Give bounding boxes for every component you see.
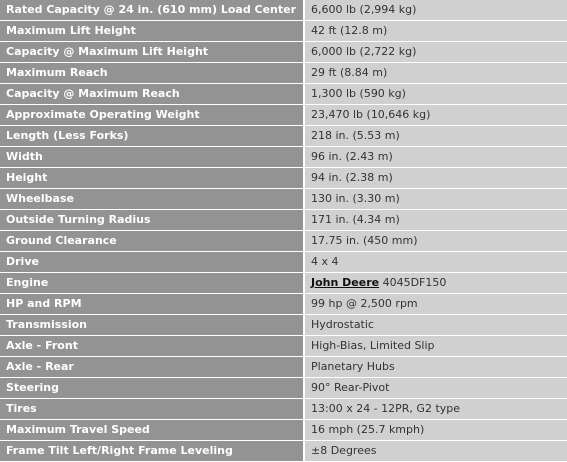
table-row	[0, 294, 567, 315]
table-row	[0, 231, 567, 252]
spec-label: Axle - Front	[0, 336, 304, 357]
spec-value: 171 in. (4.34 m)	[304, 210, 567, 231]
table-row	[0, 126, 567, 147]
spec-value: 1,300 lb (590 kg)	[304, 84, 567, 105]
table-row	[0, 210, 567, 231]
spec-label: Drive	[0, 252, 304, 273]
spec-value: 6,600 lb (2,994 kg)	[304, 0, 567, 21]
table-row	[0, 105, 567, 126]
spec-value: 16 mph (25.7 kmph)	[304, 420, 567, 441]
spec-label: Capacity @ Maximum Reach	[0, 84, 304, 105]
table-row	[0, 147, 567, 168]
spec-label: Ground Clearance	[0, 231, 304, 252]
table-row	[0, 168, 567, 189]
spec-label: Width	[0, 147, 304, 168]
engine-make-link[interactable]: John Deere	[311, 276, 380, 289]
spec-value: 96 in. (2.43 m)	[304, 147, 567, 168]
table-row	[0, 441, 567, 462]
spec-value: 218 in. (5.53 m)	[304, 126, 567, 147]
table-row	[0, 252, 567, 273]
spec-label: Length (Less Forks)	[0, 126, 304, 147]
spec-value: 17.75 in. (450 mm)	[304, 231, 567, 252]
table-row	[0, 420, 567, 441]
spec-label: HP and RPM	[0, 294, 304, 315]
spec-value: 29 ft (8.84 m)	[304, 63, 567, 84]
spec-value: 13:00 x 24 - 12PR, G2 type	[304, 399, 567, 420]
spec-value: High-Bias, Limited Slip	[304, 336, 567, 357]
spec-value: 99 hp @ 2,500 rpm	[304, 294, 567, 315]
spec-label: Tires	[0, 399, 304, 420]
table-row	[0, 273, 567, 294]
spec-value: 6,000 lb (2,722 kg)	[304, 42, 567, 63]
spec-label: Transmission	[0, 315, 304, 336]
spec-label: Steering	[0, 378, 304, 399]
table-row	[0, 21, 567, 42]
spec-value: 42 ft (12.8 m)	[304, 21, 567, 42]
spec-value: 130 in. (3.30 m)	[304, 189, 567, 210]
engine-model: 4045DF150	[382, 276, 447, 289]
spec-label: Axle - Rear	[0, 357, 304, 378]
table-row	[0, 189, 567, 210]
spec-value: 4 x 4	[304, 252, 567, 273]
table-row	[0, 399, 567, 420]
spec-value: Hydrostatic	[304, 315, 567, 336]
spec-value	[304, 273, 567, 294]
table-row	[0, 63, 567, 84]
table-row	[0, 0, 567, 21]
spec-label: Frame Tilt Left/Right Frame Leveling	[0, 441, 304, 462]
spec-label: Engine	[0, 273, 304, 294]
spec-value: 23,470 lb (10,646 kg)	[304, 105, 567, 126]
spec-value: 90° Rear-Pivot	[304, 378, 567, 399]
table-row	[0, 84, 567, 105]
spec-label: Maximum Reach	[0, 63, 304, 84]
spec-label: Approximate Operating Weight	[0, 105, 304, 126]
table-row	[0, 378, 567, 399]
table-row	[0, 336, 567, 357]
spec-label: Outside Turning Radius	[0, 210, 304, 231]
spec-label: Capacity @ Maximum Lift Height	[0, 42, 304, 63]
spec-label: Wheelbase	[0, 189, 304, 210]
spec-label: Maximum Travel Speed	[0, 420, 304, 441]
spec-label: Maximum Lift Height	[0, 21, 304, 42]
spec-value: 94 in. (2.38 m)	[304, 168, 567, 189]
spec-label: Height	[0, 168, 304, 189]
table-row	[0, 315, 567, 336]
spec-value: Planetary Hubs	[304, 357, 567, 378]
table-row	[0, 42, 567, 63]
table-row	[0, 357, 567, 378]
spec-label: Rated Capacity @ 24 in. (610 mm) Load Center	[0, 0, 304, 21]
spec-value: ±8 Degrees	[304, 441, 567, 462]
